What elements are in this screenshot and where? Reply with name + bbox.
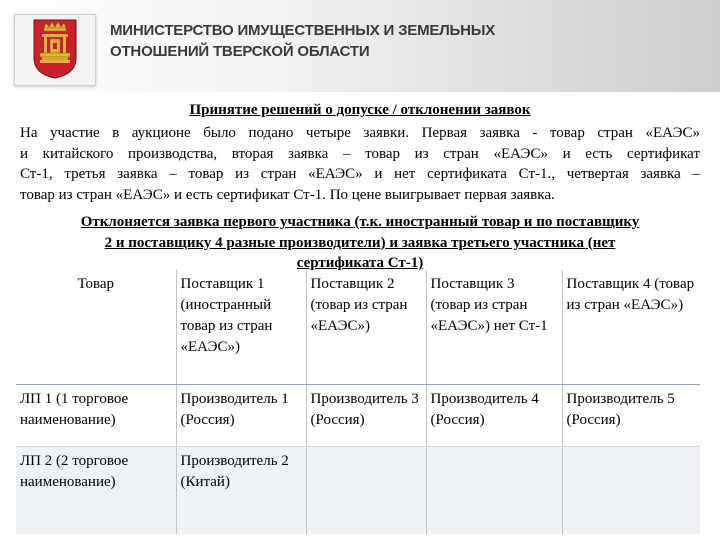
paragraph-line: Ст-1, третья заявка – товар из стран «ЕАЭС» и нет сертификата Ст-1., четвертая заявка – [20, 166, 700, 183]
decision-line: Отклоняется заявка первого участника (т.к. иностранный товар и по поставщику [80, 214, 640, 230]
tver-coat-of-arms-icon [32, 18, 78, 80]
table-cell: ЛП 1 (1 торговое наименование) [16, 384, 176, 446]
table-cell: Производитель 1 (Россия) [176, 384, 306, 446]
table-row [16, 446, 700, 534]
description-paragraph [20, 123, 700, 206]
header-cell-supplier-2: Поставщик 2 (товар из стран «ЕАЭС») [306, 270, 426, 384]
ministry-title-line: ОТНОШЕНИЙ ТВЕРСКОЙ ОБЛАСТИ [110, 43, 370, 60]
paragraph-line: товар из стран «ЕАЭС» и есть сертификат Ст-1. По цене выигрывает первая заявка. [20, 187, 555, 204]
ministry-title [110, 20, 590, 62]
suppliers-table [16, 270, 700, 534]
table-header-row [16, 270, 700, 384]
table-row [16, 384, 700, 446]
decision-text [20, 212, 700, 274]
table-cell: Производитель 4 (Россия) [426, 384, 562, 446]
header-cell-supplier-4: Поставщик 4 (товар из стран «ЕАЭС») [562, 270, 700, 384]
table-cell: Производитель 5 (Россия) [562, 384, 700, 446]
table-cell [306, 446, 426, 534]
ministry-title-line: МИНИСТЕРСТВО ИМУЩЕСТВЕННЫХ И ЗЕМЕЛЬНЫХ [110, 22, 496, 39]
decision-line: сертификата Ст-1) [296, 255, 424, 271]
table-cell [426, 446, 562, 534]
decision-line: 2 и поставщику 4 разные производители) и заявка третьего участника (нет [104, 234, 616, 251]
paragraph-line: и китайского производства, вторая заявка – товар из стран «ЕАЭС» и есть сертификат [20, 145, 700, 162]
header-cell-supplier-1: Поставщик 1 (иностранный товар из стран «ЕАЭС») [176, 270, 306, 384]
header-cell-supplier-3: Поставщик 3 (товар из стран «ЕАЭС») нет Ст-1 [426, 270, 562, 384]
emblem [14, 14, 96, 86]
table-cell [562, 446, 700, 534]
slide-heading: Принятие решений о допуске / отклонении заявок [189, 102, 531, 118]
header-banner [0, 0, 720, 92]
table-cell: ЛП 2 (2 торговое наименование) [16, 446, 176, 534]
paragraph-line: На участие в аукционе было подано четыре заявки. Первая заявка - товар стран «ЕАЭС» [20, 125, 700, 141]
table-cell: Производитель 2 (Китай) [176, 446, 306, 534]
table-cell: Производитель 3 (Россия) [306, 384, 426, 446]
header-cell-product: Товар [16, 270, 176, 384]
